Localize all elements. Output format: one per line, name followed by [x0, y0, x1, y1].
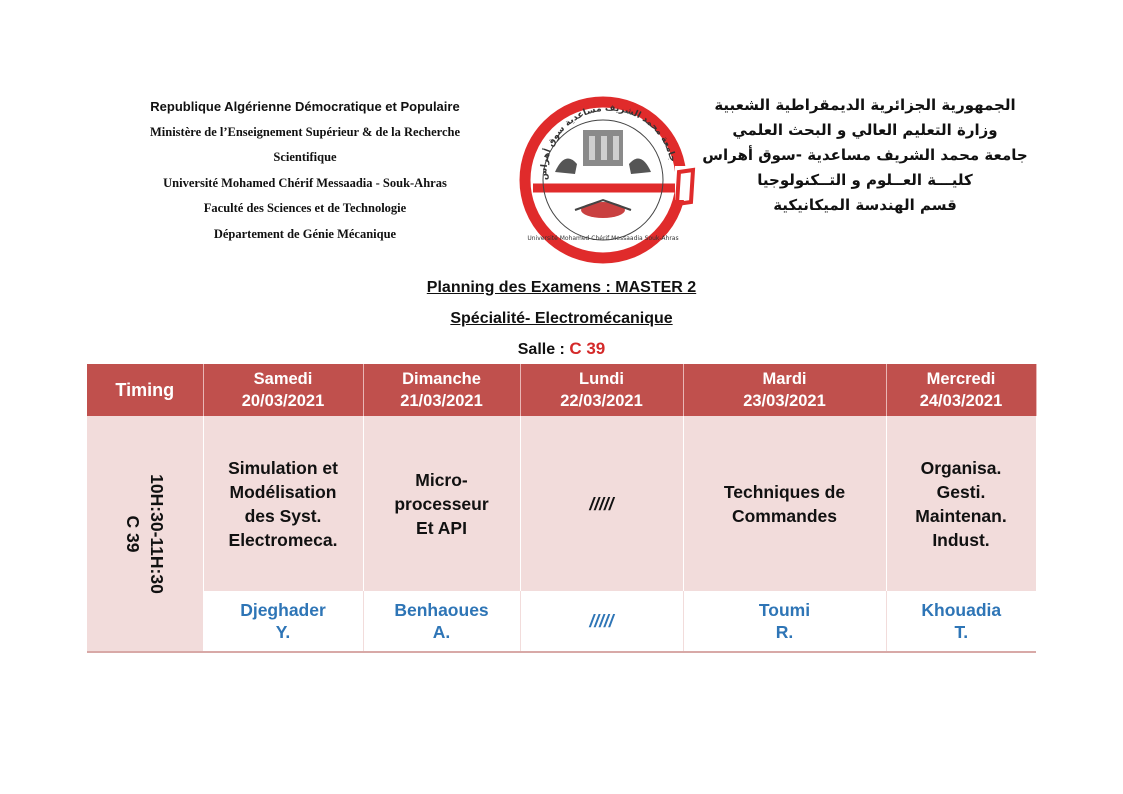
time-slot-cell: [87, 416, 203, 652]
room-label: Salle :: [517, 341, 570, 358]
room-value: C 39: [569, 339, 606, 358]
svg-text:جامعة محمد الشريف مساعدية سوق: جامعة محمد الشريف مساعدية سوق أهراس: [539, 103, 678, 181]
header-day-5: Mercredi 24/03/2021: [886, 364, 1036, 416]
teacher-cell-dimanche: Benhaoues A.: [363, 591, 520, 652]
specialty-title: Spécialité- Electromécanique: [450, 310, 673, 327]
exam-cell-samedi: Simulation et Modélisation des Syst. Electromeca.: [203, 416, 363, 591]
header-day-1: Samedi 20/03/2021: [203, 364, 363, 416]
header-right: [700, 93, 1030, 218]
teacher-row: [87, 591, 1036, 652]
exam-cell-dimanche: Micro- processeur Et API: [363, 416, 520, 591]
exam-cell-mercredi: Organisa. Gesti. Maintenan. Indust.: [886, 416, 1036, 591]
republic-name-fr: Republique Algérienne Démocratique et Populaire: [150, 99, 460, 114]
header-day-4: Mardi 23/03/2021: [683, 364, 886, 416]
ministry-name-fr: Ministère de l’Enseignement Supérieur & de la Recherche: [149, 124, 461, 139]
ministry-name-fr-cont: Scientifique: [273, 150, 337, 164]
planning-title: Planning des Examens : MASTER 2: [426, 279, 697, 296]
teacher-cell-lundi: /////: [520, 591, 683, 652]
teacher-cell-mercredi: Khouadia T.: [886, 591, 1036, 652]
time-slot-time: 10H:30-11H:30: [146, 473, 167, 594]
header-timing: Timing: [87, 364, 203, 416]
department-name-ar: قسم الهندسة الميكانيكية: [773, 196, 957, 214]
department-name-fr: Département de Génie Mécanique: [213, 226, 397, 241]
university-name-ar: جامعة محمد الشريف مساعدية -سوق أهراس: [702, 146, 1028, 164]
svg-text:Université Mohamed Chérif Mess: Université Mohamed Chérif Messaadia Souk-Ahras: [527, 235, 679, 242]
header-day-2: Dimanche 21/03/2021: [363, 364, 520, 416]
university-name-fr: Université Mohamed Chérif Messaadia - Souk-Ahras: [163, 175, 447, 190]
university-logo: [515, 92, 705, 268]
time-slot-vertical: [121, 474, 169, 594]
faculty-name-fr: Faculté des Sciences et de Technologie: [203, 201, 407, 215]
exam-cell-lundi: /////: [520, 416, 683, 591]
teacher-cell-samedi: Djeghader Y.: [203, 591, 363, 652]
header-left: [110, 94, 500, 247]
room-title: [0, 339, 1123, 359]
faculty-name-ar: كليـــة العــلوم و التــكنولوجيا: [757, 171, 973, 189]
teacher-cell-mardi: Toumi R.: [683, 591, 886, 652]
header-day-3: Lundi 22/03/2021: [520, 364, 683, 416]
exam-cell-mardi: Techniques de Commandes: [683, 416, 886, 591]
table-header-row: [87, 364, 1036, 416]
exam-schedule-table: [87, 364, 1037, 653]
exam-row: [87, 416, 1036, 591]
republic-name-ar: الجمهورية الجزائرية الديمقراطية الشعبية: [714, 96, 1016, 114]
time-slot-room: C 39: [122, 515, 143, 552]
ministry-name-ar: وزارة التعليم العالي و البحث العلمي: [732, 121, 998, 139]
